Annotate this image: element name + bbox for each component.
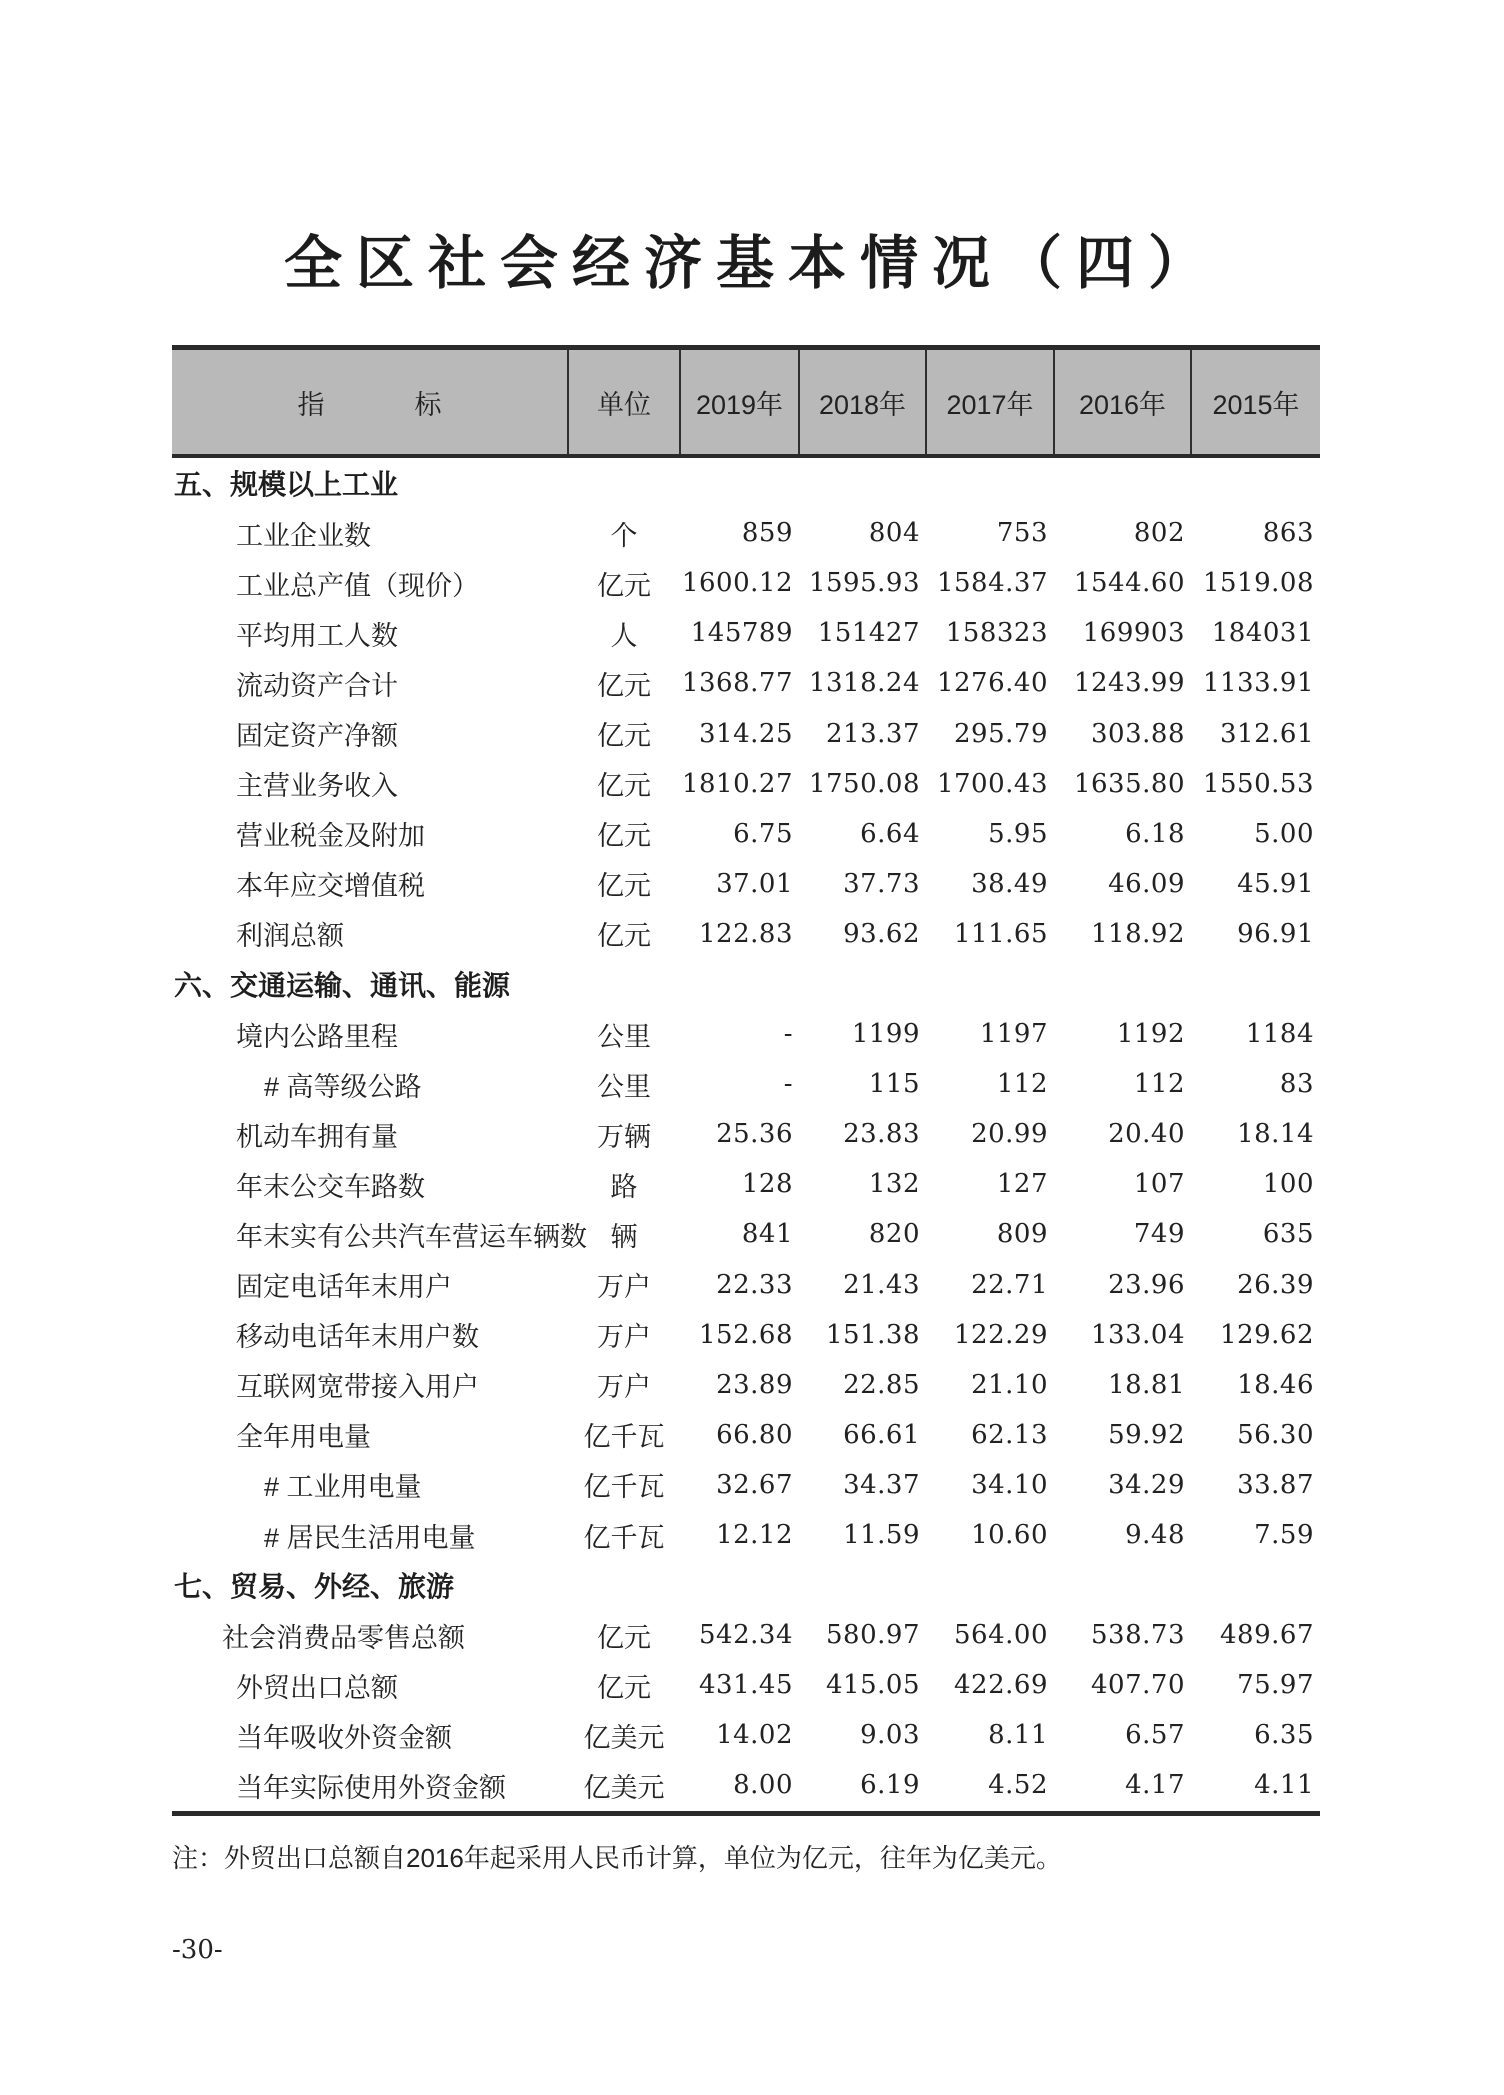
indicator-unit: 亿千瓦: [583, 1422, 665, 1453]
section-header-row: [172, 456, 1320, 508]
indicator-name: 本年应交增值税: [236, 871, 425, 902]
value-cell: 6.18: [1125, 818, 1185, 849]
value-cell: 12.12: [716, 1520, 793, 1551]
table-row: [172, 1360, 1320, 1410]
indicator-unit: 亿千瓦: [583, 1522, 665, 1553]
value-cell: 37.01: [716, 868, 793, 899]
value-cell: 1368.77: [681, 668, 793, 699]
section-header-row: [172, 959, 1320, 1009]
value-cell: 407.70: [1091, 1670, 1185, 1701]
value-cell: 841: [741, 1219, 793, 1250]
value-cell: 112: [1133, 1069, 1185, 1100]
value-cell: 542.34: [699, 1620, 793, 1651]
value-cell: 489.67: [1220, 1620, 1314, 1651]
value-cell: 1276.40: [936, 668, 1048, 699]
value-cell: 62.13: [971, 1419, 1048, 1450]
indicator-unit: 路: [610, 1171, 638, 1202]
value-cell: 431.45: [699, 1670, 793, 1701]
indicator-name: 利润总额: [236, 921, 344, 952]
value-cell: 1184: [1245, 1019, 1314, 1050]
value-cell: 213.37: [826, 718, 920, 749]
value-cell: 107: [1133, 1169, 1185, 1200]
value-cell: 100: [1262, 1169, 1314, 1200]
table-row: [172, 1059, 1320, 1109]
value-cell: 75.97: [1237, 1670, 1314, 1701]
indicator-name: 年末公交车路数: [236, 1171, 425, 1202]
header-unit: 单位: [568, 348, 680, 457]
page-title: 全区社会经济基本情况（四）: [283, 229, 1220, 297]
value-cell: -: [783, 1069, 793, 1100]
value-cell: 45.91: [1237, 868, 1314, 899]
section-header-row: [172, 1560, 1320, 1610]
value-cell: 22.85: [843, 1369, 920, 1400]
value-cell: 56.30: [1237, 1419, 1314, 1450]
header-year: 2016年: [1054, 348, 1191, 457]
table-header-row: [172, 348, 1320, 457]
value-cell: 21.10: [971, 1369, 1048, 1400]
value-cell: 1199: [851, 1019, 920, 1050]
indicator-unit: 亿美元: [568, 1760, 680, 1813]
section-title: 五、规模以上工业: [174, 469, 399, 501]
indicator-unit: 万户: [597, 1322, 651, 1353]
value-cell: 115: [868, 1069, 920, 1100]
table-row: [172, 1260, 1320, 1310]
value-cell: 132: [868, 1169, 920, 1200]
value-cell: 128: [741, 1169, 793, 1200]
value-cell: 5.95: [988, 818, 1048, 849]
indicator-name: 机动车拥有量: [236, 1121, 398, 1152]
value-cell: 23.83: [843, 1119, 920, 1150]
indicator-unit: 亿元: [597, 670, 651, 701]
value-cell: 127: [996, 1169, 1048, 1200]
value-cell: 8.11: [988, 1720, 1048, 1751]
indicator-name: 社会消费品零售总额: [222, 1622, 465, 1653]
indicator-name: 流动资产合计: [236, 670, 398, 701]
indicator-unit: 亿千瓦: [583, 1472, 665, 1503]
table-row: [172, 608, 1320, 658]
value-cell: 580.97: [826, 1620, 920, 1651]
table-row: [172, 909, 1320, 959]
value-cell: 145789: [690, 618, 793, 649]
value-cell: 96.91: [1237, 918, 1314, 949]
value-cell: 133.04: [1091, 1319, 1185, 1350]
value-cell: 37.73: [843, 868, 920, 899]
value-cell: -: [783, 1019, 793, 1050]
value-cell: 635: [1262, 1219, 1314, 1250]
indicator-name: 固定电话年末用户: [236, 1272, 452, 1303]
value-cell: 1600.12: [681, 568, 793, 599]
indicator-name: 主营业务收入: [236, 771, 398, 802]
table-row: [172, 1209, 1320, 1259]
table-row: [172, 1159, 1320, 1209]
value-cell: 1544.60: [1073, 568, 1185, 599]
value-cell: 111.65: [954, 918, 1048, 949]
value-cell: 10.60: [971, 1520, 1048, 1551]
value-cell: 11.59: [843, 1520, 920, 1551]
table-row: [172, 1460, 1320, 1510]
value-cell: 18.14: [1237, 1119, 1314, 1150]
value-cell: 4.11: [1191, 1760, 1320, 1813]
value-cell: 25.36: [716, 1119, 793, 1150]
value-cell: 18.81: [1108, 1369, 1185, 1400]
value-cell: 1595.93: [808, 568, 920, 599]
header-year: 2019年: [680, 348, 799, 457]
value-cell: 38.49: [971, 868, 1048, 899]
header-year: 2018年: [799, 348, 926, 457]
value-cell: 14.02: [716, 1720, 793, 1751]
value-cell: 152.68: [699, 1319, 793, 1350]
indicator-unit: 亿元: [597, 821, 651, 852]
table-row: [172, 1660, 1320, 1710]
table-row: [172, 1760, 1320, 1813]
table-row: [172, 1410, 1320, 1460]
header-indicator: [172, 348, 568, 457]
page-number: -30-: [172, 1935, 223, 1965]
table-body: [172, 456, 1320, 1813]
value-cell: 1635.80: [1073, 768, 1185, 799]
value-cell: 4.17: [1054, 1760, 1191, 1813]
value-cell: 122.29: [954, 1319, 1048, 1350]
value-cell: 184031: [1211, 618, 1314, 649]
value-cell: 422.69: [954, 1670, 1048, 1701]
value-cell: 9.03: [860, 1720, 920, 1751]
value-cell: 8.00: [680, 1760, 799, 1813]
value-cell: 93.62: [843, 918, 920, 949]
value-cell: 21.43: [843, 1269, 920, 1300]
indicator-unit: 亿元: [597, 871, 651, 902]
value-cell: 863: [1262, 518, 1314, 549]
value-cell: 1584.37: [936, 568, 1048, 599]
indicator-name: # 工业用电量: [264, 1472, 422, 1503]
value-cell: 5.00: [1254, 818, 1314, 849]
value-cell: 312.61: [1220, 718, 1314, 749]
value-cell: 66.61: [843, 1419, 920, 1450]
indicator-name: 当年吸收外资金额: [236, 1722, 452, 1753]
indicator-unit: 亿元: [597, 721, 651, 752]
header-year: 2017年: [926, 348, 1054, 457]
indicator-unit: 亿元: [597, 921, 651, 952]
indicator-unit: 亿美元: [583, 1722, 665, 1753]
value-cell: 34.29: [1108, 1469, 1185, 1500]
header-indicator-char-2: 标: [414, 389, 442, 420]
value-cell: 6.64: [860, 818, 920, 849]
table-row: [172, 1310, 1320, 1360]
value-cell: 1243.99: [1073, 668, 1185, 699]
value-cell: 158323: [945, 618, 1048, 649]
indicator-name: 平均用工人数: [236, 620, 398, 651]
value-cell: 34.37: [843, 1469, 920, 1500]
table-row: [172, 508, 1320, 558]
value-cell: 859: [741, 518, 793, 549]
table-row: [172, 809, 1320, 859]
header-indicator-char-1: 指: [297, 389, 325, 420]
indicator-name: 固定资产净额: [236, 721, 398, 752]
value-cell: 66.80: [716, 1419, 793, 1450]
indicator-unit: 个: [610, 520, 638, 551]
section-title: 六、交通运输、通讯、能源: [174, 969, 511, 1001]
value-cell: 26.39: [1237, 1269, 1314, 1300]
value-cell: 564.00: [954, 1620, 1048, 1651]
table-row: [172, 558, 1320, 608]
value-cell: 1192: [1116, 1019, 1185, 1050]
indicator-unit: 亿元: [597, 570, 651, 601]
value-cell: 6.75: [733, 818, 793, 849]
value-cell: 46.09: [1108, 868, 1185, 899]
indicator-name: 互联网宽带接入用户: [236, 1372, 479, 1403]
value-cell: 83: [1279, 1069, 1314, 1100]
indicator-name: 移动电话年末用户数: [236, 1322, 479, 1353]
value-cell: 804: [868, 518, 920, 549]
value-cell: 169903: [1082, 618, 1185, 649]
value-cell: 151427: [817, 618, 920, 649]
value-cell: 1550.53: [1202, 768, 1314, 799]
indicator-name: # 居民生活用电量: [264, 1522, 476, 1553]
value-cell: 22.71: [971, 1269, 1048, 1300]
indicator-unit: 万辆: [597, 1121, 651, 1152]
indicator-name: 当年实际使用外资金额: [172, 1760, 568, 1813]
indicator-unit: 公里: [597, 1021, 651, 1052]
value-cell: 6.35: [1254, 1720, 1314, 1751]
value-cell: 809: [996, 1219, 1048, 1250]
table-row: [172, 859, 1320, 909]
value-cell: 314.25: [699, 718, 793, 749]
value-cell: 122.83: [699, 918, 793, 949]
value-cell: 1197: [979, 1019, 1048, 1050]
value-cell: 32.67: [716, 1469, 793, 1500]
header-year: 2015年: [1191, 348, 1320, 457]
value-cell: 820: [868, 1219, 920, 1250]
value-cell: 295.79: [954, 718, 1048, 749]
value-cell: 118.92: [1091, 918, 1185, 949]
table-row: [172, 1710, 1320, 1760]
statistics-table: [172, 345, 1320, 1816]
value-cell: 9.48: [1125, 1520, 1185, 1551]
value-cell: 23.96: [1108, 1269, 1185, 1300]
value-cell: 34.10: [971, 1469, 1048, 1500]
indicator-unit: 亿元: [597, 1672, 651, 1703]
indicator-name: 营业税金及附加: [236, 821, 425, 852]
table-row: [172, 759, 1320, 809]
value-cell: 753: [996, 518, 1048, 549]
table-row: [172, 1109, 1320, 1159]
value-cell: 1750.08: [808, 768, 920, 799]
value-cell: 1810.27: [681, 768, 793, 799]
indicator-unit: 人: [610, 620, 638, 651]
table-row: [172, 1009, 1320, 1059]
footnote: 注：外贸出口总额自2016年起采用人民币计算，单位为亿元，往年为亿美元。: [172, 1843, 1062, 1873]
table-row: [172, 708, 1320, 758]
value-cell: 129.62: [1220, 1319, 1314, 1350]
indicator-name: 境内公路里程: [236, 1021, 398, 1052]
value-cell: 749: [1133, 1219, 1185, 1250]
value-cell: 6.19: [799, 1760, 926, 1813]
indicator-name: 工业企业数: [236, 520, 371, 551]
table-row: [172, 1610, 1320, 1660]
value-cell: 1133.91: [1202, 668, 1314, 699]
indicator-unit: 万户: [597, 1372, 651, 1403]
value-cell: 59.92: [1108, 1419, 1185, 1450]
value-cell: 7.59: [1254, 1520, 1314, 1551]
value-cell: 6.57: [1125, 1720, 1185, 1751]
value-cell: 112: [996, 1069, 1048, 1100]
indicator-name: 全年用电量: [236, 1422, 371, 1453]
indicator-unit: 亿元: [597, 771, 651, 802]
indicator-unit: 亿元: [597, 1622, 651, 1653]
value-cell: 415.05: [826, 1670, 920, 1701]
table-row: [172, 658, 1320, 708]
value-cell: 1700.43: [936, 768, 1048, 799]
indicator-unit: 辆: [610, 1221, 638, 1252]
indicator-unit: 万户: [597, 1272, 651, 1303]
indicator-name: # 高等级公路: [264, 1071, 422, 1102]
value-cell: 23.89: [716, 1369, 793, 1400]
value-cell: 20.40: [1108, 1119, 1185, 1150]
value-cell: 151.38: [826, 1319, 920, 1350]
indicator-name: 外贸出口总额: [236, 1672, 398, 1703]
value-cell: 20.99: [971, 1119, 1048, 1150]
table-row: [172, 1510, 1320, 1560]
value-cell: 22.33: [716, 1269, 793, 1300]
value-cell: 303.88: [1091, 718, 1185, 749]
statistics-table-container: [172, 345, 1320, 1816]
indicator-name: 年末实有公共汽车营运车辆数: [236, 1221, 587, 1252]
indicator-name: 工业总产值（现价）: [236, 570, 479, 601]
section-title: 七、贸易、外经、旅游: [174, 1571, 455, 1603]
value-cell: 802: [1133, 518, 1185, 549]
value-cell: 538.73: [1091, 1620, 1185, 1651]
value-cell: 1519.08: [1202, 568, 1314, 599]
value-cell: 4.52: [926, 1760, 1054, 1813]
value-cell: 18.46: [1237, 1369, 1314, 1400]
value-cell: 33.87: [1237, 1469, 1314, 1500]
value-cell: 1318.24: [808, 668, 920, 699]
indicator-unit: 公里: [597, 1071, 651, 1102]
